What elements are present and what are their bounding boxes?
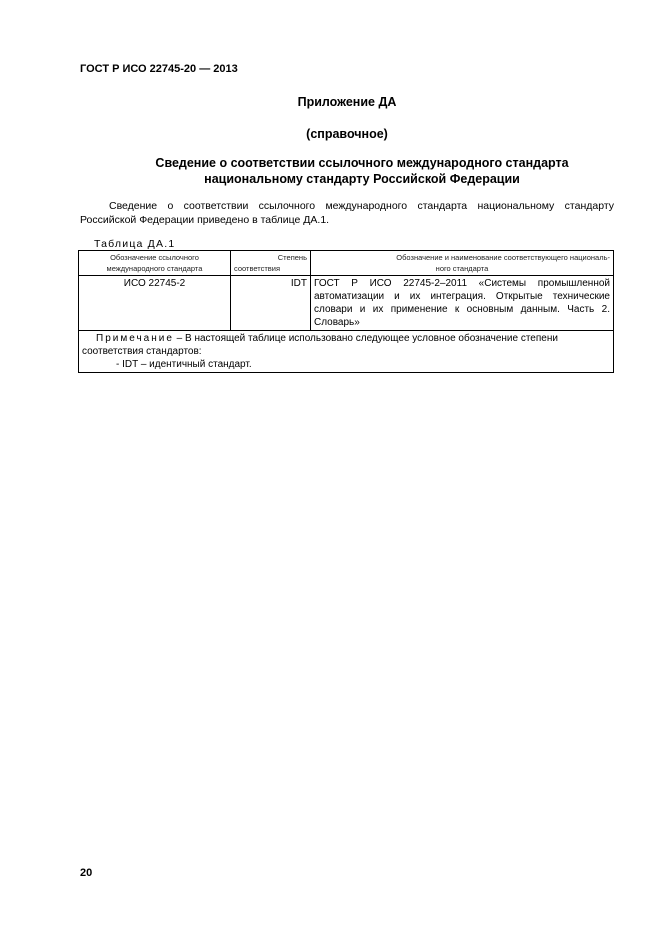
cell-intl-standard: ИСО 22745-2	[79, 276, 231, 331]
header-col3-line2: ного стандарта	[435, 264, 489, 273]
note-item: - IDT – идентичный стандарт.	[116, 359, 252, 370]
annex-heading-line2: национальному стандарту Российской Федерации	[204, 172, 520, 186]
correspondence-table	[78, 250, 614, 373]
header-col1-line2: международного стандарта	[106, 264, 203, 273]
table-row	[79, 276, 614, 331]
annex-heading	[80, 155, 614, 187]
header-national-standard	[311, 251, 614, 276]
note-label: Примечание	[96, 333, 174, 344]
table-header-row	[79, 251, 614, 276]
page-number: 20	[80, 867, 93, 879]
intro-paragraph	[80, 199, 614, 227]
cell-national-standard: ГОСТ Р ИСО 22745-2–2011 «Системы промышленной автоматизации и их интеграция. Открытые технические словари и их применение к основным данным. Часть 2. Словарь»	[311, 276, 614, 331]
header-degree	[231, 251, 311, 276]
intro-line1: Сведение о соответствии ссылочного международного стандарта национальному стандарту	[109, 200, 614, 212]
table-note-row	[79, 331, 614, 373]
document-code-header: ГОСТ Р ИСО 22745-20 — 2013	[80, 63, 238, 75]
annex-title: Приложение ДА	[297, 95, 397, 109]
annex-heading-line1: Сведение о соответствии ссылочного международного стандарта	[155, 156, 569, 170]
table-caption: Таблица ДА.1	[94, 238, 176, 250]
header-col2-line2: соответствия	[234, 264, 281, 273]
cell-degree: IDT	[231, 276, 311, 331]
note-text: – В настоящей таблице использовано следующее условное обозначение степени соответствия стандартов:	[82, 333, 558, 357]
header-intl-standard	[79, 251, 231, 276]
annex-type: (справочное)	[306, 127, 388, 141]
header-col1-line1: Обозначение ссылочного	[110, 253, 199, 262]
table-note	[79, 331, 614, 373]
header-col3-line1: Обозначение и наименование соответствующего националь-	[396, 253, 610, 262]
intro-line2: Российской Федерации приведено в таблице ДА.1.	[80, 214, 330, 226]
header-col2-line1: Степень	[277, 253, 307, 262]
